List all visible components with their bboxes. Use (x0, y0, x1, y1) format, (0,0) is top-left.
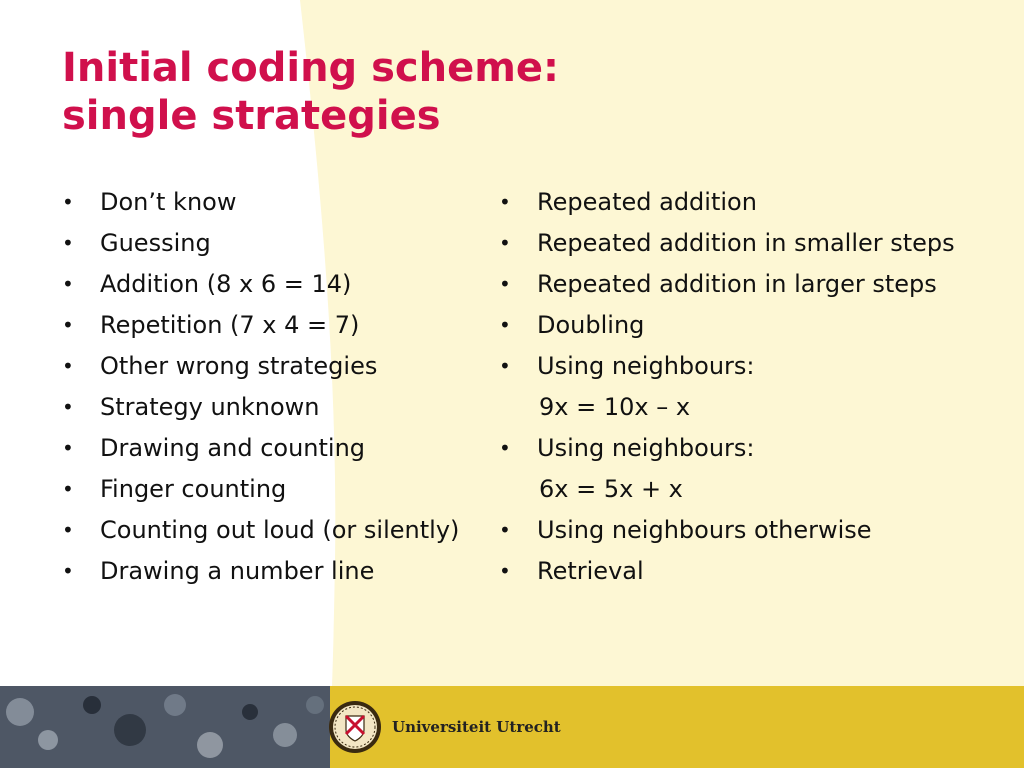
list-item: • Guessing (62, 226, 462, 260)
list-item: • Finger counting (62, 472, 462, 506)
right-strategy-list (499, 185, 989, 595)
left-strategy-list (62, 185, 462, 595)
list-item: • Repeated addition in larger steps (499, 267, 989, 301)
list-item: • Repeated addition in smaller steps (499, 226, 989, 260)
university-seal-icon (328, 700, 382, 754)
slide-title (62, 44, 559, 140)
university-name: Universiteit Utrecht (392, 718, 561, 736)
title-line-1: Initial coding scheme: (62, 45, 560, 91)
list-item: • Repeated addition (499, 185, 989, 219)
list-item: • Addition (8 x 6 = 14) (62, 267, 462, 301)
title-line-2: single strategies (62, 93, 441, 139)
university-logo (328, 700, 561, 754)
list-item: • Retrieval (499, 554, 989, 588)
list-item: • Drawing and counting (62, 431, 462, 465)
formula-line: 6x = 5x + x (539, 475, 683, 503)
list-item: • Counting out loud (or silently) (62, 513, 462, 547)
footer-photo (0, 686, 330, 768)
list-item: • Don’t know (62, 185, 462, 219)
list-item: • Repetition (7 x 4 = 7) (62, 308, 462, 342)
list-item: • Using neighbours otherwise (499, 513, 989, 547)
formula-line: 9x = 10x – x (539, 393, 691, 421)
list-item: • Using neighbours: (499, 349, 989, 383)
list-item: • Other wrong strategies (62, 349, 462, 383)
list-item: • Drawing a number line (62, 554, 462, 588)
list-item: • Strategy unknown (62, 390, 462, 424)
list-item: • Doubling (499, 308, 989, 342)
list-item: • Using neighbours: (499, 431, 989, 465)
